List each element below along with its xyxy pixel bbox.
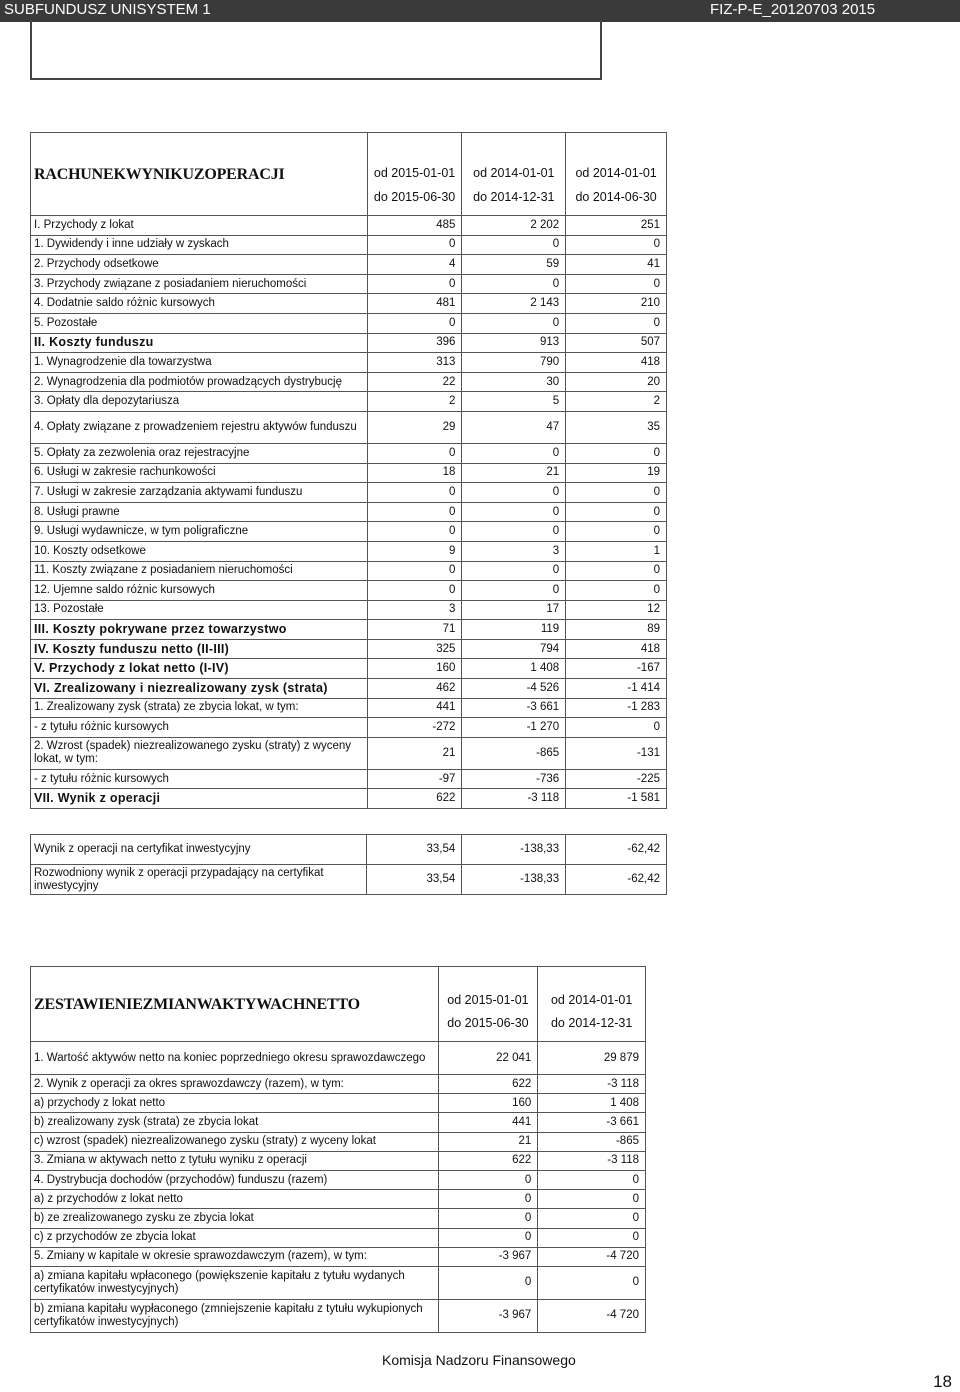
income-row	[31, 600, 667, 620]
income-value-col-3: 35	[566, 411, 667, 443]
income-row-label: 1. Wynagrodzenie dla towarzystwa	[31, 353, 368, 373]
income-statement-title: RACHUNEKWYNIKUZOPERACJI	[31, 133, 368, 216]
nav-row	[31, 1209, 646, 1228]
income-row-label: VII. Wynik z operacji	[31, 789, 368, 809]
income-value-col-1: 160	[367, 659, 462, 679]
income-value-col-1: 71	[367, 620, 462, 640]
nav-row-label: b) zmiana kapitału wypłaconego (zmniejszenie kapitału z tytułu wykupionych certyfikatów inwestycyjnych)	[31, 1299, 439, 1332]
page-header	[0, 0, 960, 22]
nav-row	[31, 1228, 646, 1247]
nav-row	[31, 1042, 646, 1075]
income-value-col-1: 29	[367, 411, 462, 443]
income-row-label: 10. Koszty odsetkowe	[31, 541, 368, 561]
per-unit-value-col-1: 33,54	[367, 835, 462, 865]
nav-row-label: a) przychody z lokat netto	[31, 1094, 439, 1113]
nav-value-col-2: -4 720	[538, 1299, 646, 1332]
income-value-col-2: -3 661	[462, 698, 566, 718]
income-value-col-1: 622	[367, 789, 462, 809]
income-row-label: 7. Usługi w zakresie zarządzania aktywami funduszu	[31, 483, 368, 503]
period-3-from: od 2014-01-01	[566, 133, 667, 180]
per-unit-row-label: Wynik z operacji na certyfikat inwestycyjny	[31, 835, 367, 865]
income-value-col-3: 0	[566, 313, 667, 333]
nav-value-col-1: 0	[438, 1266, 538, 1299]
income-row-label: 4. Opłaty związane z prowadzeniem rejestru aktywów funduszu	[31, 411, 368, 443]
nav-value-col-2: 1 408	[538, 1094, 646, 1113]
income-value-col-2: -4 526	[462, 679, 566, 699]
income-value-col-2: 0	[462, 235, 566, 255]
nav-value-col-1: 160	[438, 1094, 538, 1113]
nav-row	[31, 1299, 646, 1332]
income-row-label: 11. Koszty związane z posiadaniem nieruchomości	[31, 561, 368, 581]
income-value-col-1: 0	[367, 235, 462, 255]
income-row-label: 4. Dodatnie saldo różnic kursowych	[31, 294, 368, 314]
income-value-col-2: 47	[462, 411, 566, 443]
income-value-col-2: 913	[462, 333, 566, 353]
income-row-label: V. Przychody z lokat netto (I-IV)	[31, 659, 368, 679]
income-value-col-3: 507	[566, 333, 667, 353]
nav-row-label: 3. Zmiana w aktywach netto z tytułu wyniku z operacji	[31, 1151, 439, 1170]
income-value-col-2: 0	[462, 581, 566, 601]
nav-period-2-to: do 2014-12-31	[538, 1007, 646, 1042]
per-unit-value-col-3: -62,42	[566, 865, 667, 895]
income-value-col-3: 41	[566, 255, 667, 275]
income-row-label: 6. Usługi w zakresie rachunkowości	[31, 463, 368, 483]
income-row	[31, 255, 667, 275]
period-1-from: od 2015-01-01	[367, 133, 462, 180]
per-unit-row	[31, 835, 667, 865]
income-row	[31, 333, 667, 353]
income-value-col-1: 313	[367, 353, 462, 373]
income-value-col-1: 9	[367, 541, 462, 561]
income-row-label: VI. Zrealizowany i niezrealizowany zysk (strata)	[31, 679, 368, 699]
per-unit-value-col-2: -138,33	[462, 865, 566, 895]
income-value-col-2: 5	[462, 392, 566, 412]
income-value-col-1: 0	[367, 274, 462, 294]
income-value-col-1: 0	[367, 443, 462, 463]
income-row-label: - z tytułu różnic kursowych	[31, 718, 368, 738]
nav-value-col-1: 21	[438, 1132, 538, 1151]
income-value-col-2: 2 143	[462, 294, 566, 314]
income-row-label: 13. Pozostałe	[31, 600, 368, 620]
nav-value-col-1: 622	[438, 1075, 538, 1094]
income-row	[31, 737, 667, 769]
nav-value-col-2: -3 118	[538, 1075, 646, 1094]
income-value-col-1: 485	[367, 216, 462, 236]
income-row	[31, 561, 667, 581]
header-doc-id: FIZ-P-E_20120703 2015	[710, 1, 876, 18]
nav-value-col-1: 22 041	[438, 1042, 538, 1075]
income-value-col-2: 59	[462, 255, 566, 275]
per-unit-value-col-3: -62,42	[566, 835, 667, 865]
income-value-col-1: 18	[367, 463, 462, 483]
income-value-col-3: 0	[566, 443, 667, 463]
income-value-col-1: 396	[367, 333, 462, 353]
income-row	[31, 581, 667, 601]
nav-value-col-1: 0	[438, 1190, 538, 1209]
period-3-to: do 2014-06-30	[566, 180, 667, 216]
income-value-col-1: 462	[367, 679, 462, 699]
income-value-col-1: 325	[367, 639, 462, 659]
income-value-col-2: -1 270	[462, 718, 566, 738]
income-value-col-3: -225	[566, 769, 667, 789]
income-row	[31, 294, 667, 314]
per-unit-row	[31, 865, 667, 895]
income-row	[31, 522, 667, 542]
income-value-col-3: -1 283	[566, 698, 667, 718]
nav-row-label: c) wzrost (spadek) niezrealizowanego zysku (straty) z wyceny lokat	[31, 1132, 439, 1151]
income-value-col-1: -272	[367, 718, 462, 738]
income-value-col-2: 0	[462, 483, 566, 503]
nav-value-col-2: 0	[538, 1190, 646, 1209]
nav-period-2-from: od 2014-01-01	[538, 967, 646, 1007]
income-value-col-1: 0	[367, 313, 462, 333]
income-value-col-2: 3	[462, 541, 566, 561]
page-number: 18	[933, 1372, 952, 1391]
nav-value-col-2: 0	[538, 1170, 646, 1189]
income-value-col-3: 0	[566, 718, 667, 738]
income-value-col-3: -131	[566, 737, 667, 769]
income-value-col-3: 19	[566, 463, 667, 483]
income-value-col-1: 22	[367, 372, 462, 392]
nav-row	[31, 1266, 646, 1299]
nav-row	[31, 1113, 646, 1132]
net-assets-title: ZESTAWIENIEZMIANWAKTYWACHNETTO	[31, 967, 439, 1042]
nav-row	[31, 1190, 646, 1209]
income-value-col-2: 30	[462, 372, 566, 392]
income-value-col-2: 794	[462, 639, 566, 659]
nav-value-col-1: -3 967	[438, 1299, 538, 1332]
nav-period-1-from: od 2015-01-01	[438, 967, 538, 1007]
income-row	[31, 392, 667, 412]
income-value-col-1: 481	[367, 294, 462, 314]
nav-row-label: a) zmiana kapitału wpłaconego (powiększenie kapitału z tytułu wydanych certyfikatów inwestycyjnych)	[31, 1266, 439, 1299]
income-row	[31, 313, 667, 333]
nav-value-col-2: -865	[538, 1132, 646, 1151]
income-row-label: - z tytułu różnic kursowych	[31, 769, 368, 789]
nav-value-col-2: -3 118	[538, 1151, 646, 1170]
income-value-col-3: -1 414	[566, 679, 667, 699]
income-row-label: II. Koszty funduszu	[31, 333, 368, 353]
nav-value-col-1: 441	[438, 1113, 538, 1132]
nav-row	[31, 1170, 646, 1189]
income-row-label: 3. Opłaty dla depozytariusza	[31, 392, 368, 412]
income-value-col-1: 21	[367, 737, 462, 769]
income-row	[31, 769, 667, 789]
income-row	[31, 659, 667, 679]
income-row	[31, 216, 667, 236]
income-value-col-1: 0	[367, 483, 462, 503]
income-row-label: 9. Usługi wydawnicze, w tym poligraficzne	[31, 522, 368, 542]
income-row-label: 1. Dywidendy i inne udziały w zyskach	[31, 235, 368, 255]
income-value-col-3: 0	[566, 235, 667, 255]
nav-value-col-2: 0	[538, 1209, 646, 1228]
income-value-col-2: 21	[462, 463, 566, 483]
income-value-col-2: 0	[462, 522, 566, 542]
income-row	[31, 718, 667, 738]
income-row	[31, 502, 667, 522]
income-row	[31, 620, 667, 640]
period-1-to: do 2015-06-30	[367, 180, 462, 216]
income-row	[31, 235, 667, 255]
header-fund-name: SUBFUNDUSZ UNISYSTEM 1	[4, 1, 211, 18]
income-value-col-2: 2 202	[462, 216, 566, 236]
income-value-col-2: -3 118	[462, 789, 566, 809]
income-value-col-1: -97	[367, 769, 462, 789]
income-value-col-1: 0	[367, 522, 462, 542]
nav-value-col-1: 0	[438, 1228, 538, 1247]
net-assets-changes-table	[30, 966, 646, 1333]
income-value-col-3: -167	[566, 659, 667, 679]
income-row	[31, 639, 667, 659]
per-unit-value-col-1: 33,54	[367, 865, 462, 895]
nav-row-label: 4. Dystrybucja dochodów (przychodów) funduszu (razem)	[31, 1170, 439, 1189]
income-row-label: I. Przychody z lokat	[31, 216, 368, 236]
income-value-col-3: 0	[566, 483, 667, 503]
income-value-col-1: 0	[367, 561, 462, 581]
per-unit-row-label: Rozwodniony wynik z operacji przypadający na certyfikat inwestycyjny	[31, 865, 367, 895]
income-value-col-1: 441	[367, 698, 462, 718]
income-value-col-2: -736	[462, 769, 566, 789]
income-value-col-3: 2	[566, 392, 667, 412]
income-value-col-2: 0	[462, 313, 566, 333]
income-row	[31, 353, 667, 373]
nav-value-col-2: 0	[538, 1266, 646, 1299]
income-value-col-2: 0	[462, 502, 566, 522]
income-value-col-2: 1 408	[462, 659, 566, 679]
nav-value-col-2: 29 879	[538, 1042, 646, 1075]
nav-value-col-2: -4 720	[538, 1247, 646, 1266]
income-value-col-3: 0	[566, 274, 667, 294]
income-row	[31, 679, 667, 699]
nav-value-col-2: -3 661	[538, 1113, 646, 1132]
income-row	[31, 443, 667, 463]
income-value-col-3: 418	[566, 353, 667, 373]
period-2-from: od 2014-01-01	[462, 133, 566, 180]
nav-row-label: b) zrealizowany zysk (strata) ze zbycia lokat	[31, 1113, 439, 1132]
nav-value-col-1: 622	[438, 1151, 538, 1170]
income-value-col-3: 12	[566, 600, 667, 620]
income-row	[31, 274, 667, 294]
income-value-col-3: 418	[566, 639, 667, 659]
income-value-col-2: 119	[462, 620, 566, 640]
nav-value-col-1: 0	[438, 1170, 538, 1189]
income-value-col-3: 89	[566, 620, 667, 640]
income-row	[31, 483, 667, 503]
income-value-col-1: 4	[367, 255, 462, 275]
nav-row	[31, 1132, 646, 1151]
income-value-col-3: 0	[566, 522, 667, 542]
nav-row-label: c) z przychodów ze zbycia lokat	[31, 1228, 439, 1247]
income-value-col-2: -865	[462, 737, 566, 769]
income-row	[31, 463, 667, 483]
income-value-col-2: 790	[462, 353, 566, 373]
period-2-to: do 2014-12-31	[462, 180, 566, 216]
income-value-col-3: 0	[566, 561, 667, 581]
income-value-col-3: 0	[566, 581, 667, 601]
per-certificate-table	[30, 834, 667, 895]
income-value-col-1: 3	[367, 600, 462, 620]
income-row-label: 12. Ujemne saldo różnic kursowych	[31, 581, 368, 601]
nav-row-label: 2. Wynik z operacji za okres sprawozdawczy (razem), w tym:	[31, 1075, 439, 1094]
nav-row	[31, 1151, 646, 1170]
nav-row	[31, 1094, 646, 1113]
per-unit-value-col-2: -138,33	[462, 835, 566, 865]
income-value-col-2: 17	[462, 600, 566, 620]
nav-row	[31, 1075, 646, 1094]
nav-row-label: 1. Wartość aktywów netto na koniec poprzedniego okresu sprawozdawczego	[31, 1042, 439, 1075]
income-value-col-2: 0	[462, 561, 566, 581]
nav-row-label: b) ze zrealizowanego zysku ze zbycia lokat	[31, 1209, 439, 1228]
nav-row-label: 5. Zmiany w kapitale w okresie sprawozdawczym (razem), w tym:	[31, 1247, 439, 1266]
income-row	[31, 372, 667, 392]
income-row	[31, 411, 667, 443]
income-row	[31, 541, 667, 561]
income-row-label: 5. Pozostałe	[31, 313, 368, 333]
income-row-label: III. Koszty pokrywane przez towarzystwo	[31, 620, 368, 640]
income-statement-table	[30, 132, 667, 809]
income-row-label: 3. Przychody związane z posiadaniem nieruchomości	[31, 274, 368, 294]
income-value-col-3: 251	[566, 216, 667, 236]
income-row	[31, 698, 667, 718]
income-row-label: 1. Zrealizowany zysk (strata) ze zbycia lokat, w tym:	[31, 698, 368, 718]
income-row-label: 8. Usługi prawne	[31, 502, 368, 522]
nav-value-col-2: 0	[538, 1228, 646, 1247]
income-value-col-3: 20	[566, 372, 667, 392]
income-value-col-3: -1 581	[566, 789, 667, 809]
top-frame	[30, 20, 602, 80]
income-row-label: 2. Przychody odsetkowe	[31, 255, 368, 275]
income-row-label: 5. Opłaty za zezwolenia oraz rejestracyjne	[31, 443, 368, 463]
income-value-col-1: 2	[367, 392, 462, 412]
income-value-col-3: 1	[566, 541, 667, 561]
income-row-label: 2. Wynagrodzenia dla podmiotów prowadzących dystrybucję	[31, 372, 368, 392]
nav-value-col-1: -3 967	[438, 1247, 538, 1266]
income-value-col-1: 0	[367, 502, 462, 522]
income-value-col-3: 210	[566, 294, 667, 314]
income-row	[31, 789, 667, 809]
income-value-col-3: 0	[566, 502, 667, 522]
income-row-label: IV. Koszty funduszu netto (II-III)	[31, 639, 368, 659]
income-value-col-2: 0	[462, 443, 566, 463]
nav-value-col-1: 0	[438, 1209, 538, 1228]
income-row-label: 2. Wzrost (spadek) niezrealizowanego zysku (straty) z wyceny lokat, w tym:	[31, 737, 368, 769]
footer-text: Komisja Nadzoru Finansowego	[382, 1352, 576, 1368]
income-value-col-1: 0	[367, 581, 462, 601]
nav-row-label: a) z przychodów z lokat netto	[31, 1190, 439, 1209]
income-value-col-2: 0	[462, 274, 566, 294]
nav-row	[31, 1247, 646, 1266]
nav-period-1-to: do 2015-06-30	[438, 1007, 538, 1042]
